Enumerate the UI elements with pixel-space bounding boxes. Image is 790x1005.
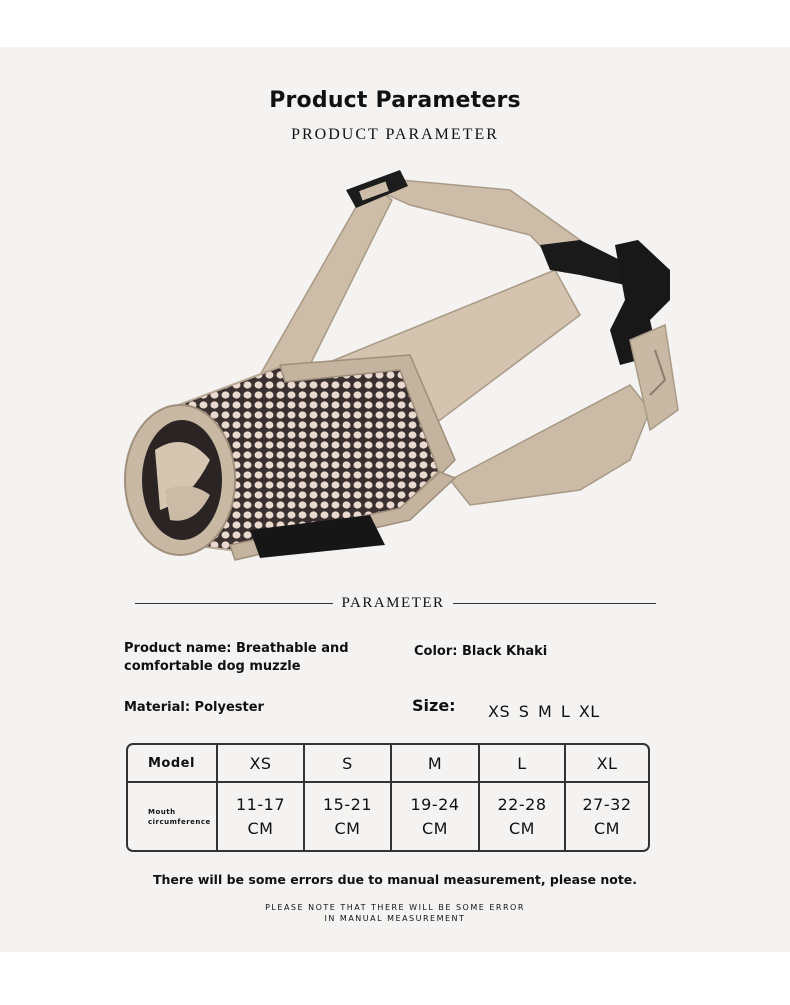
size-table-row xyxy=(128,783,648,850)
dog-muzzle-illustration xyxy=(110,160,690,570)
product-name xyxy=(124,640,354,676)
size-label: Size: xyxy=(412,696,456,715)
header-s: S xyxy=(305,745,392,781)
header-xs: XS xyxy=(218,745,305,781)
value-xs xyxy=(218,783,305,850)
size-table xyxy=(126,743,650,852)
size-list: XS S M L XL xyxy=(488,702,600,721)
product-name-line1: Product name: Breathable and xyxy=(124,641,349,656)
header-model: Model xyxy=(128,745,218,781)
page-subtitle: PRODUCT PARAMETER xyxy=(291,126,499,143)
value-xl xyxy=(566,783,648,850)
header-m: M xyxy=(392,745,480,781)
header-l: L xyxy=(480,745,566,781)
product-material: Material: Polyester xyxy=(124,700,264,715)
row-label-mouth-circumference xyxy=(128,783,218,850)
value-xs-range: 11-17 xyxy=(236,794,285,814)
size-table-header xyxy=(128,745,648,783)
value-s xyxy=(305,783,392,850)
section-label: PARAMETER xyxy=(341,595,445,611)
measurement-note-caps xyxy=(0,902,790,924)
measurement-note-caps-line1: PLEASE NOTE THAT THERE WILL BE SOME ERROR xyxy=(265,903,525,912)
value-xl-unit: CM xyxy=(594,818,620,838)
row-label-line2: circumference xyxy=(148,817,211,826)
value-l-range: 22-28 xyxy=(497,794,547,814)
divider-left xyxy=(135,603,333,604)
product-name-line2: comfortable dog muzzle xyxy=(124,659,301,674)
value-xl-range: 27-32 xyxy=(582,794,632,814)
value-s-unit: CM xyxy=(334,818,361,838)
measurement-note: There will be some errors due to manual measurement, please note. xyxy=(152,872,638,887)
value-s-range: 15-21 xyxy=(323,794,372,814)
divider-right xyxy=(453,603,656,604)
value-m xyxy=(392,783,480,850)
product-color: Color: Black Khaki xyxy=(414,644,548,659)
value-l-unit: CM xyxy=(509,818,535,838)
value-l xyxy=(480,783,566,850)
value-m-unit: CM xyxy=(422,818,448,838)
row-label-line1: Mouth xyxy=(148,807,176,816)
header-xl: XL xyxy=(596,753,618,773)
value-xs-unit: CM xyxy=(247,818,274,838)
measurement-note-caps-line2: IN MANUAL MEASUREMENT xyxy=(324,914,466,923)
value-m-range: 19-24 xyxy=(410,794,460,814)
page-title: Product Parameters xyxy=(269,88,521,113)
